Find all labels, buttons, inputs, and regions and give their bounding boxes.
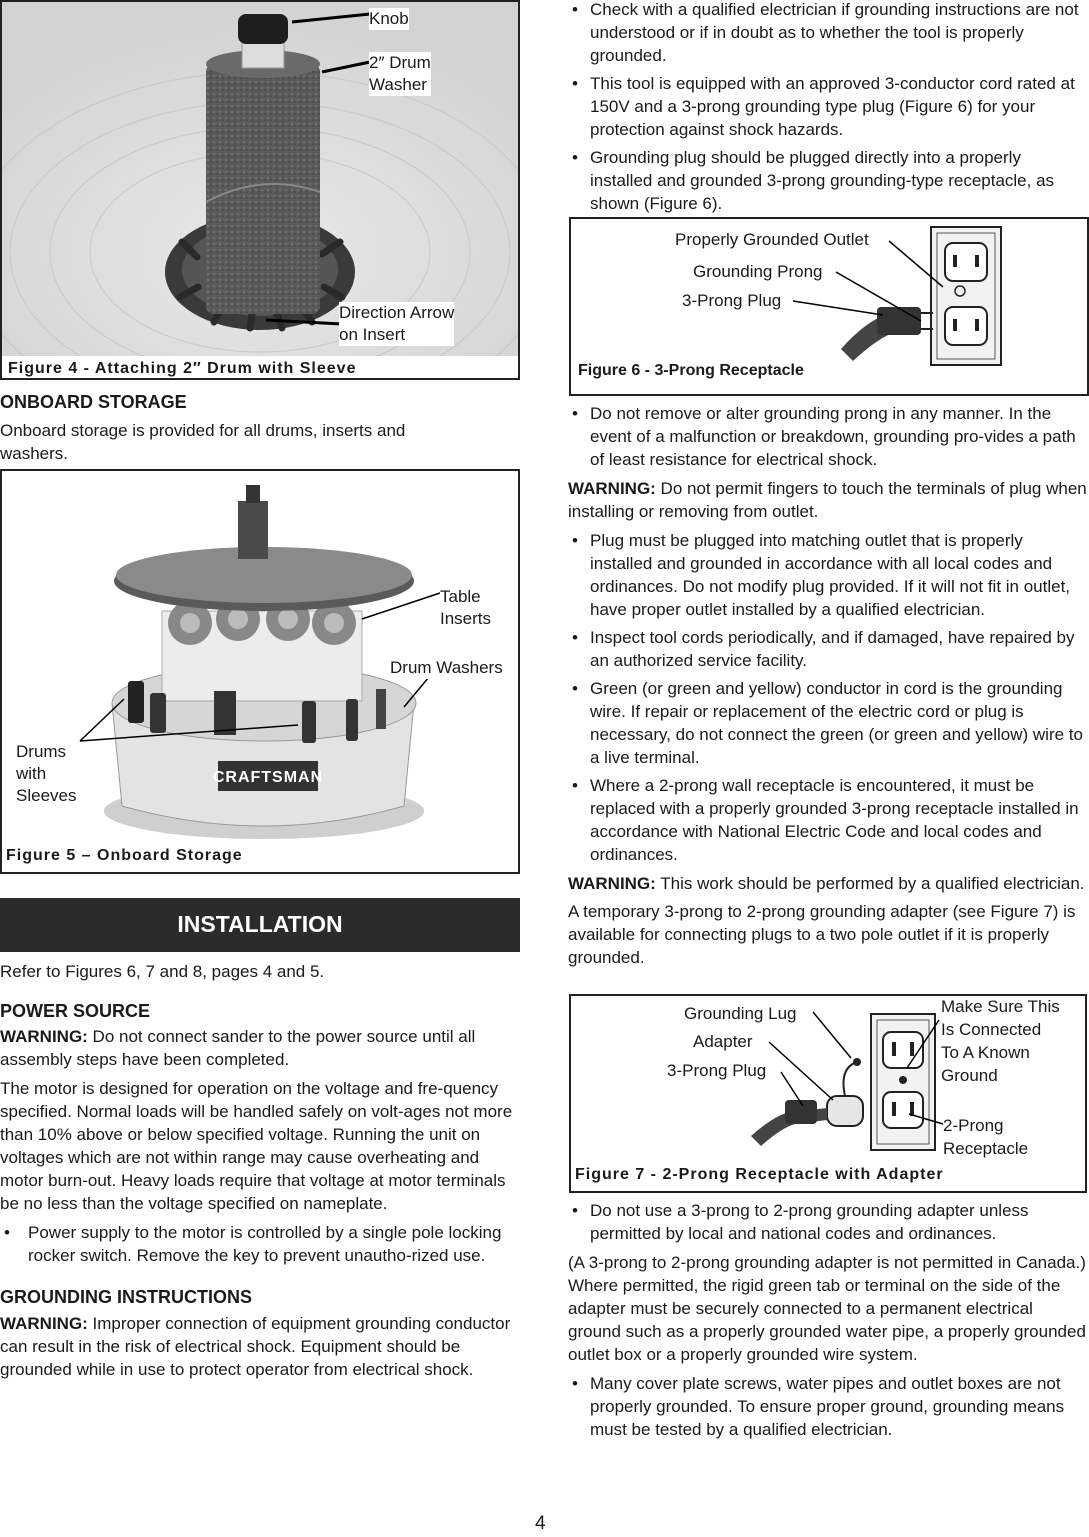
drum-washer-label [369, 52, 431, 96]
bullet-item [568, 774, 1088, 866]
bullet-item [568, 529, 1088, 621]
bullet-item [568, 146, 1088, 215]
bullet-text: Do not remove or alter grounding prong in any manner. In the event of a malfunction or breakdown, grounding pro-vides a path of least resistance for electrical shock. [590, 404, 1076, 469]
table-inserts-label-line-2: Inserts [440, 609, 492, 628]
direction-arrow-label-line-2: on Insert [339, 325, 406, 344]
bullet-text: Many cover plate screws, water pipes and outlet boxes are not properly grounded. To ensure proper ground, grounding means must be tested by a qualified electrician. [590, 1374, 1065, 1439]
canada-paragraph: (A 3-prong to 2-prong grounding adapter is not permitted in Canada.) Where permitted, the rigid green tab or terminal on the side of the adapter must be securely connected to a permanent electrical ground such as a properly grounded water pipe, a properly grounded outlet box or a properly grounded wire system. [568, 1253, 1086, 1364]
drums-label-line-1: Drums [16, 742, 67, 761]
figure-6-caption: Figure 6 - 3-Prong Receptacle [578, 362, 804, 379]
power-source-warning-label: WARNING: [0, 1027, 88, 1046]
drums-with-sleeves-label [16, 741, 76, 807]
two-prong-line-1: 2-Prong [943, 1116, 1004, 1135]
power-source-bullet [0, 1221, 516, 1267]
adapter-label: Adapter [693, 1032, 753, 1051]
onboard-storage-heading: ONBOARD STORAGE [0, 392, 187, 412]
make-sure-line-1: Make Sure This [941, 997, 1060, 1016]
grounding-warning-text: Improper connection of equipment grounding conductor can result in the risk of electrical shock. Equipment should be grounded while in use to protect operator from electrical shock. [0, 1314, 511, 1379]
figure-5 [0, 469, 520, 874]
figure-5-caption: Figure 5 – Onboard Storage [6, 847, 243, 864]
make-sure-line-3: To A Known [941, 1043, 1030, 1062]
figure-6 [569, 217, 1089, 396]
figure-4-caption: Figure 4 - Attaching 2″ Drum with Sleeve [8, 360, 357, 377]
power-source-warning-text: Do not connect sander to the power source until all assembly steps have been completed. [0, 1027, 476, 1069]
three-prong-plug-label-fig7: 3-Prong Plug [667, 1061, 767, 1080]
drum-washer-label-line-1: 2″ Drum [369, 53, 431, 72]
bullet-item [568, 1199, 1088, 1245]
table-inserts-label-line-1: Table [440, 587, 481, 606]
figure-7-caption: Figure 7 - 2-Prong Receptacle with Adapter [575, 1166, 944, 1183]
bullet-item [568, 72, 1088, 141]
installation-section [0, 960, 516, 1381]
bullet-item [568, 1372, 1088, 1441]
bullet-item [568, 0, 1088, 67]
drum-washer-label-line-2: Washer [369, 75, 427, 94]
bullet-text: Green (or green and yellow) conductor in cord is the grounding wire. If repair or replacement of the electric cord or plug is necessary, do not connect the green (or green and yellow) wire to a live terminal. [590, 679, 1083, 767]
grounding-warning-label: WARNING: [0, 1314, 88, 1333]
make-sure-ground-label [941, 995, 1060, 1087]
table-inserts-label [440, 586, 491, 630]
direction-arrow-label-line-1: Direction Arrow [339, 303, 455, 322]
properly-grounded-outlet-label: Properly Grounded Outlet [675, 230, 869, 249]
warning-electrician-text: This work should be performed by a qualified electrician. [655, 874, 1085, 893]
make-sure-line-4: Ground [941, 1066, 998, 1085]
grounding-prong-label: Grounding Prong [693, 262, 823, 281]
grounding-bullets-top [568, 0, 1088, 215]
adapter-paragraph: A temporary 3-prong to 2-prong grounding adapter (see Figure 7) is available for connecting plugs to a two pole outlet if it is properly grounded. [568, 902, 1076, 967]
make-sure-line-2: Is Connected [941, 1020, 1042, 1039]
grounding-heading: GROUNDING INSTRUCTIONS [0, 1287, 252, 1307]
page-number: 4 [535, 1513, 546, 1534]
power-source-warning [0, 1025, 516, 1071]
direction-arrow-label [339, 302, 454, 346]
warning-fingers-text: Do not permit fingers to touch the terminals of plug when installing or removing from outlet. [568, 479, 1087, 521]
two-prong-receptacle-label [943, 1114, 1028, 1160]
bullet-text: Check with a qualified electrician if grounding instructions are not understood or if in doubt as to whether the tool is properly grounded. [590, 0, 1079, 65]
drums-label-line-3: Sleeves [16, 786, 77, 805]
installation-banner: INSTALLATION [0, 898, 520, 952]
grounding-warning [0, 1312, 516, 1381]
bullet-text: Grounding plug should be plugged directly into a properly installed and grounded 3-prong grounding-type receptacle, as shown (Figure 6). [590, 148, 1055, 213]
drums-label-line-2: with [16, 764, 47, 783]
bullet-text: Inspect tool cords periodically, and if damaged, have repaired by an authorized service facility. [590, 628, 1075, 670]
power-source-heading: POWER SOURCE [0, 1001, 151, 1021]
drum-washers-label: Drum Washers [390, 658, 503, 677]
figure-7 [569, 994, 1087, 1193]
onboard-storage-section [0, 391, 470, 465]
adapter-section [568, 1199, 1088, 1441]
installation-refer: Refer to Figures 6, 7 and 8, pages 4 and 5. [0, 962, 325, 981]
bullet-text: Where a 2-prong wall receptacle is encountered, it must be replaced with a properly grounded 3-prong receptacle installed in accordance with National Electric Code and local codes and ordinances. [590, 776, 1079, 864]
bullet-item [568, 402, 1088, 471]
three-prong-plug-label: 3-Prong Plug [682, 291, 782, 310]
two-prong-line-2: Receptacle [943, 1139, 1029, 1158]
bullet-item [568, 677, 1088, 769]
grounding-lug-label: Grounding Lug [684, 1004, 797, 1023]
knob-label: Knob [369, 9, 409, 28]
power-source-paragraph: The motor is designed for operation on the voltage and fre-quency specified. Normal loads will be handled safely on volt-ages not more than 10% above or below specified voltage. Running the unit on voltages which are not within range may cause overheating and motor burn-out. Heavy loads require that voltage at motor terminals be no less than the voltage specified on nameplate. [0, 1079, 513, 1213]
warning-fingers [568, 477, 1088, 523]
power-source-bullet-text: Power supply to the motor is controlled by a single pole locking rocker switch. Remove the key to prevent unautho-rized use. [28, 1223, 502, 1265]
bullet-text: Plug must be plugged into matching outlet that is properly installed and grounded in accordance with all local codes and ordinances. Do not modify plug provided. If it will not fit in outlet, have proper outlet installed by a qualified electrician. [590, 531, 1071, 619]
craftsman-logo: CRAFTSMAN [212, 769, 324, 786]
onboard-storage-text: Onboard storage is provided for all drums, inserts and washers. [0, 421, 406, 463]
warning-fingers-label: WARNING: [568, 479, 656, 498]
warning-electrician-label: WARNING: [568, 874, 656, 893]
bullet-text: This tool is equipped with an approved 3-conductor cord rated at 150V and a 3-prong grounding type plug (Figure 6) for your protection against shock hazards. [590, 74, 1075, 139]
bullet-text: Do not use a 3-prong to 2-prong grounding adapter unless permitted by local and national codes and ordinances. [590, 1201, 1029, 1243]
figure-4 [0, 0, 520, 380]
bullet-item [568, 626, 1088, 672]
warning-electrician [568, 872, 1088, 895]
grounding-bullets-mid [568, 402, 1088, 969]
